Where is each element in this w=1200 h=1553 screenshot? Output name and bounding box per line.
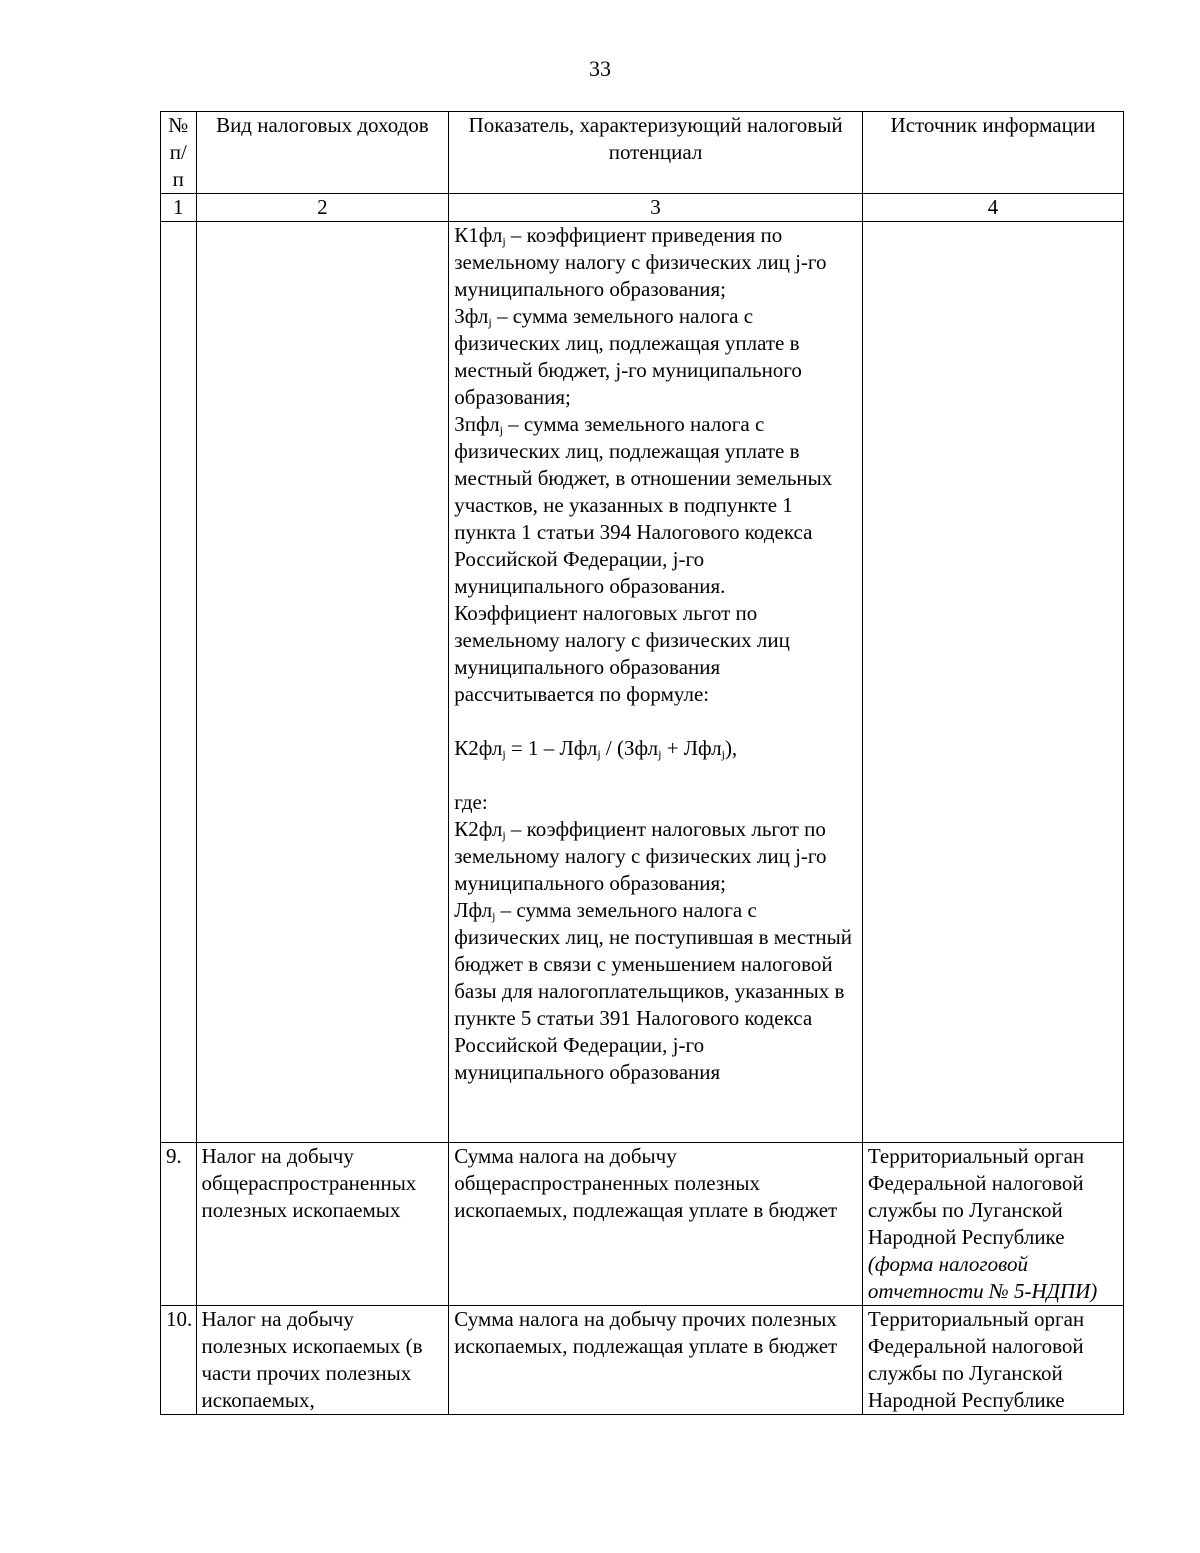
definition-k2: $К2фл_j$ – коэффициент налоговых льгот по земельному налогу с физических лиц j-го муниципального образования; — [454, 817, 827, 895]
header-indicator: Показатель, характеризующий налоговый потенциал — [449, 112, 863, 194]
row-10-indicator: Сумма налога на добычу прочих полезных ископаемых, подлежащая уплате в бюджет — [449, 1306, 863, 1415]
where-label: где: — [454, 790, 488, 814]
table-header-row — [161, 112, 1124, 194]
table-row-9 — [161, 1143, 1124, 1306]
column-numbers-row — [161, 194, 1124, 222]
header-source: Источник информации — [862, 112, 1123, 194]
column-number-4: 4 — [862, 194, 1123, 222]
column-number-2: 2 — [196, 194, 449, 222]
definition-zpfl: Зпфл$_j$ – сумма земельного налога с физических лиц, подлежащая уплате в местный бюджет, в отношении земельных участков, не указанных в подпункте 1 пункта 1 статьи 394 Налогового кодекса Российской Федерации, j-го муниципального образования. — [454, 412, 833, 598]
definition-zfl: Зфл$_j$ – сумма земельного налога с физических лиц, подлежащая уплате в местный бюджет, j-го муниципального образования; — [454, 304, 802, 409]
definition-k1: $К1фл_j$ – коэффициент приведения по земельному налогу с физических лиц j-го муниципального образования; — [454, 223, 827, 301]
row-10-source: Территориальный орган Федеральной налоговой службы по Луганской Народной Республике — [862, 1306, 1123, 1415]
row-10-number: 10. — [161, 1306, 197, 1415]
cell-type-empty — [196, 222, 449, 1143]
row-9-number: 9. — [161, 1143, 197, 1306]
definition-lfl: Лфл$_j$ – сумма земельного налога с физических лиц, не поступившая в местный бюджет в связи с уменьшением налоговой базы для налогоплательщиков, указанных в пункте 5 статьи 391 Налогового кодекса Российской Федерации, j-го муниципального образования — [454, 898, 852, 1084]
page-number: 33 — [589, 56, 611, 81]
table-row-continuation — [161, 222, 1124, 1143]
formula-intro: Коэффициент налоговых льгот по земельному налогу с физических лиц муниципального образования рассчитывается по формуле: — [454, 601, 790, 706]
row-9-source — [862, 1143, 1123, 1306]
cell-source-empty — [862, 222, 1123, 1143]
tax-potential-table — [160, 111, 1124, 1415]
cell-number-empty — [161, 222, 197, 1143]
column-number-1: 1 — [161, 194, 197, 222]
header-number: № п/п — [161, 112, 197, 194]
header-tax-type: Вид налоговых доходов — [196, 112, 449, 194]
cell-indicator-continuation — [449, 222, 863, 1143]
row-9-indicator: Сумма налога на добычу общераспространенных полезных ископаемых, подлежащая уплате в бюджет — [449, 1143, 863, 1306]
row-10-tax-type: Налог на добычу полезных ископаемых (в части прочих полезных ископаемых, — [196, 1306, 449, 1415]
formula-k2: $К2фл_j = 1 - Лфл_j / (Зфл_j + Лфл_j)$, — [454, 736, 738, 761]
table-row-10 — [161, 1306, 1124, 1415]
row-9-tax-type: Налог на добычу общераспространенных полезных ископаемых — [196, 1143, 449, 1306]
row-9-source-form: (форма налоговой отчетности № 5-НДПИ) — [867, 1252, 1098, 1303]
row-9-source-text: Территориальный орган Федеральной налоговой службы по Луганской Народной Республике — [867, 1144, 1085, 1249]
column-number-3: 3 — [449, 194, 863, 222]
